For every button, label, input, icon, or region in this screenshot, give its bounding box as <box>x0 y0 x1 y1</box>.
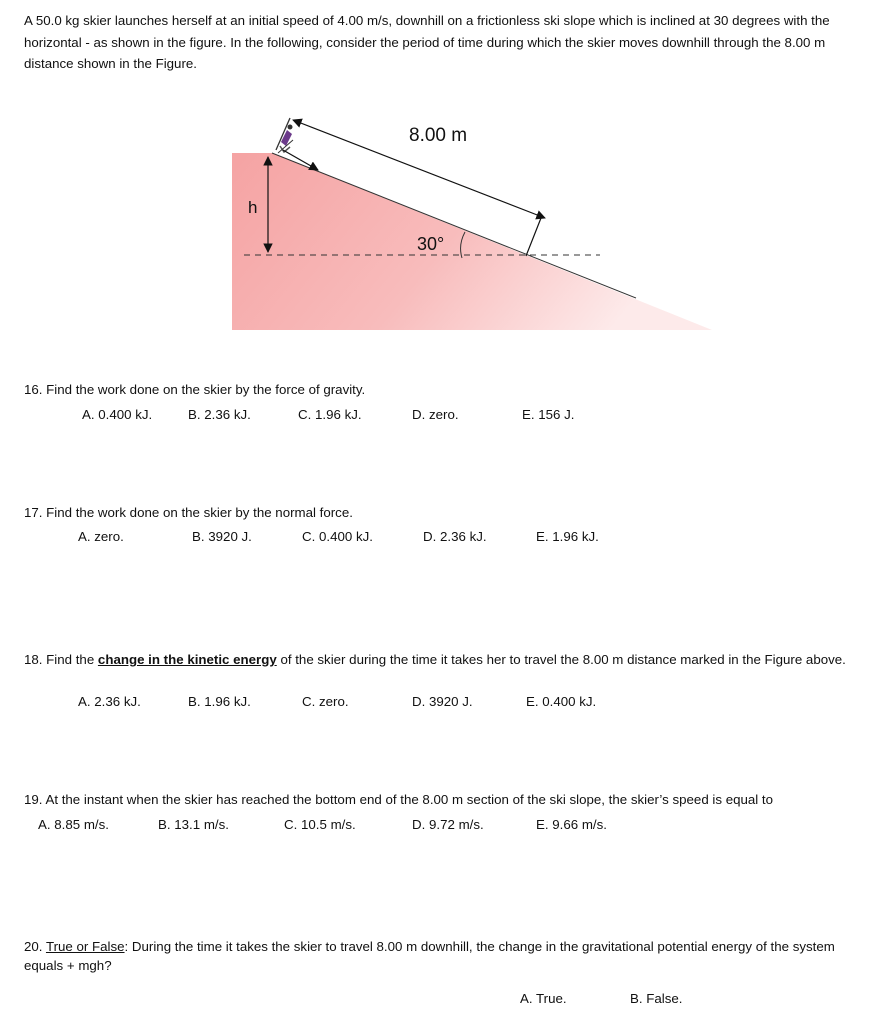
q19-option-b[interactable]: B. 13.1 m/s. <box>158 817 229 832</box>
q18-emphasis: change in the kinetic energy <box>97 652 277 667</box>
q16-option-b[interactable]: B. 2.36 kJ. <box>188 407 251 422</box>
q20-text <box>24 937 864 975</box>
angle-label: 30° <box>417 234 445 254</box>
problem-intro: A 50.0 kg skier launches herself at an initial speed of 4.00 m/s, downhill on a frictionless ski slope which is inclined at 30 degrees with the horizontal - as shown in the figure. In the following, consider the period of time during which the skier moves downhill through the 8.00 m distance shown in the Figure. <box>24 13 830 71</box>
q20-suffix: : During the time it takes the skier to travel 8.00 m downhill, the change in the gravitational potential energy of the system equals + mgh? <box>24 939 835 973</box>
skier-icon <box>276 118 293 153</box>
q18-text <box>24 650 864 669</box>
q19-option-a[interactable]: A. 8.85 m/s. <box>38 817 109 832</box>
q19-option-d[interactable]: D. 9.72 m/s. <box>412 817 484 832</box>
q16-text: 16. Find the work done on the skier by the force of gravity. <box>24 382 366 397</box>
q19-option-c[interactable]: C. 10.5 m/s. <box>284 817 356 832</box>
ski-slope-figure <box>0 0 881 360</box>
slope-shape <box>232 153 712 330</box>
q18-option-e[interactable]: E. 0.400 kJ. <box>526 694 597 709</box>
q19-option-e[interactable]: E. 9.66 m/s. <box>536 817 607 832</box>
q17-option-a[interactable]: A. zero. <box>78 529 124 544</box>
height-label: h <box>248 198 258 217</box>
q18-option-d[interactable]: D. 3920 J. <box>412 694 473 709</box>
q16-option-a[interactable]: A. 0.400 kJ. <box>82 407 153 422</box>
distance-label: 8.00 m <box>409 125 468 146</box>
q16-option-e[interactable]: E. 156 J. <box>522 407 575 422</box>
q18-prefix: 18. Find the <box>24 652 98 667</box>
q20-option-b[interactable]: B. False. <box>630 991 683 1006</box>
q18-suffix: of the skier during the time it takes her to travel the 8.00 m distance marked in the Figure above. <box>276 652 846 667</box>
q16-option-c[interactable]: C. 1.96 kJ. <box>298 407 362 422</box>
q20-emphasis: True or False <box>45 939 125 954</box>
q18-option-b[interactable]: B. 1.96 kJ. <box>188 694 251 709</box>
q20-option-a[interactable]: A. True. <box>520 991 567 1006</box>
q20-number: 20. <box>24 939 46 954</box>
q19-text: 19. At the instant when the skier has reached the bottom end of the 8.00 m section of the ski slope, the skier’s speed is equal to <box>24 792 774 807</box>
q17-option-e[interactable]: E. 1.96 kJ. <box>536 529 599 544</box>
end-marker-line <box>526 218 541 256</box>
q18-option-c[interactable]: C. zero. <box>302 694 349 709</box>
q17-text: 17. Find the work done on the skier by the normal force. <box>24 505 353 520</box>
q17-option-d[interactable]: D. 2.36 kJ. <box>423 529 487 544</box>
q17-option-c[interactable]: C. 0.400 kJ. <box>302 529 373 544</box>
q17-option-b[interactable]: B. 3920 J. <box>192 529 252 544</box>
q18-option-a[interactable]: A. 2.36 kJ. <box>78 694 141 709</box>
q16-option-d[interactable]: D. zero. <box>412 407 459 422</box>
